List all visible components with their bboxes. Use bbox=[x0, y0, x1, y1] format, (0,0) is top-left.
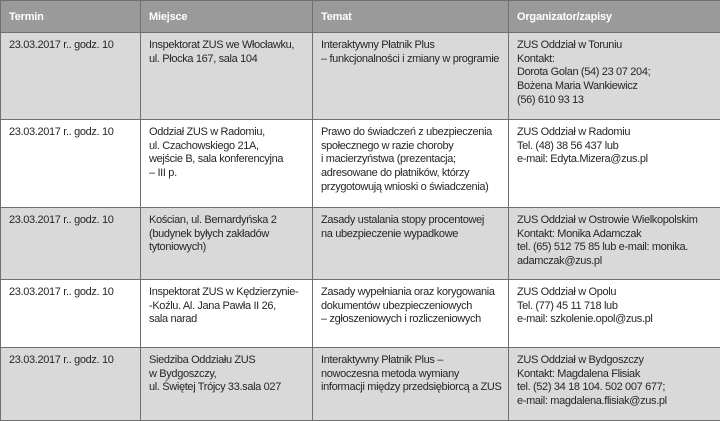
miejsce-line: – III p. bbox=[149, 167, 306, 181]
organizator-line: adamczak@zus.pl bbox=[517, 255, 714, 269]
organizator-line: e-mail: szkolenie.opol@zus.pl bbox=[517, 313, 714, 327]
termin-line: 23.03.2017 r.. godz. 10 bbox=[9, 39, 134, 53]
temat-line: na ubezpieczenie wypadkowe bbox=[321, 228, 502, 242]
miejsce-line: (budynek byłych zakładów bbox=[149, 228, 306, 242]
termin-line: 23.03.2017 r.. godz. 10 bbox=[9, 354, 134, 368]
temat-line: adresowane do płatników, którzy bbox=[321, 167, 502, 181]
organizator-line: tel. (52) 34 18 104. 502 007 677; bbox=[517, 381, 714, 395]
cell-temat bbox=[313, 120, 509, 208]
cell-temat bbox=[313, 208, 509, 280]
temat-line: dokumentów ubezpieczeniowych bbox=[321, 300, 502, 314]
cell-temat bbox=[313, 280, 509, 348]
cell-organizator bbox=[509, 33, 720, 120]
organizator-line: Kontakt: Monika Adamczak bbox=[517, 228, 714, 242]
organizator-line: e-mail: magdalena.flisiak@zus.pl bbox=[517, 395, 714, 409]
organizator-line: Tel. (77) 45 11 718 lub bbox=[517, 300, 714, 314]
organizator-line: ZUS Oddział w Bydgoszczy bbox=[517, 354, 714, 368]
termin-line: 23.03.2017 r.. godz. 10 bbox=[9, 214, 134, 228]
temat-line: nowoczesna metoda wymiany bbox=[321, 368, 502, 382]
miejsce-line: wejście B, sala konferencyjna bbox=[149, 153, 306, 167]
miejsce-line: Kościan, ul. Bernardyńska 2 bbox=[149, 214, 306, 228]
miejsce-line: sala narad bbox=[149, 313, 306, 327]
header-organizator: Organizator/zapisy bbox=[509, 1, 720, 33]
cell-miejsce bbox=[141, 33, 313, 120]
miejsce-line: -Koźlu. Al. Jana Pawła II 26, bbox=[149, 300, 306, 314]
organizator-line: Bożena Maria Wankiewicz bbox=[517, 80, 714, 94]
header-miejsce: Miejsce bbox=[141, 1, 313, 33]
cell-temat bbox=[313, 33, 509, 120]
cell-organizator bbox=[509, 208, 720, 280]
miejsce-line: Siedziba Oddziału ZUS bbox=[149, 354, 306, 368]
temat-line: informacji między przedsiębiorcą a ZUS bbox=[321, 381, 502, 395]
organizator-line: Kontakt: Magdalena Flisiak bbox=[517, 368, 714, 382]
organizator-line: ZUS Oddział w Radomiu bbox=[517, 126, 714, 140]
cell-termin bbox=[1, 120, 141, 208]
header-termin: Termin bbox=[1, 1, 141, 33]
cell-termin bbox=[1, 208, 141, 280]
table-row bbox=[1, 208, 720, 280]
cell-termin bbox=[1, 348, 141, 421]
miejsce-line: ul. Świętej Trójcy 33.sala 027 bbox=[149, 381, 306, 395]
organizator-line: tel. (65) 512 75 85 lub e-mail: monika. bbox=[517, 241, 714, 255]
cell-miejsce bbox=[141, 348, 313, 421]
temat-line: i macierzyństwa (prezentacja; bbox=[321, 153, 502, 167]
table-row bbox=[1, 33, 720, 120]
header-temat: Temat bbox=[313, 1, 509, 33]
cell-miejsce bbox=[141, 120, 313, 208]
temat-line: Zasady wypełniania oraz korygowania bbox=[321, 286, 502, 300]
organizator-line: ZUS Oddział w Opolu bbox=[517, 286, 714, 300]
miejsce-line: ul. Czachowskiego 21A, bbox=[149, 140, 306, 154]
miejsce-line: Inspektorat ZUS w Kędzierzynie- bbox=[149, 286, 306, 300]
temat-line: społecznego w razie choroby bbox=[321, 140, 502, 154]
organizator-line: ZUS Oddział w Toruniu bbox=[517, 39, 714, 53]
miejsce-line: Inspektorat ZUS we Włocławku, bbox=[149, 39, 306, 53]
organizator-line: ZUS Oddział w Ostrowie Wielkopolskim bbox=[517, 214, 714, 228]
temat-line: Interaktywny Płatnik Plus – bbox=[321, 354, 502, 368]
miejsce-line: w Bydgoszczy, bbox=[149, 368, 306, 382]
termin-line: 23.03.2017 r.. godz. 10 bbox=[9, 126, 134, 140]
temat-line: – funkcjonalności i zmiany w programie bbox=[321, 53, 502, 67]
termin-line: 23.03.2017 r.. godz. 10 bbox=[9, 286, 134, 300]
organizator-line: Kontakt: bbox=[517, 53, 714, 67]
temat-line: Prawo do świadczeń z ubezpieczenia bbox=[321, 126, 502, 140]
cell-organizator bbox=[509, 348, 720, 421]
miejsce-line: tytoniowych) bbox=[149, 241, 306, 255]
cell-miejsce bbox=[141, 280, 313, 348]
cell-termin bbox=[1, 33, 141, 120]
miejsce-line: Oddział ZUS w Radomiu, bbox=[149, 126, 306, 140]
organizator-line: Dorota Golan (54) 23 07 204; bbox=[517, 66, 714, 80]
temat-line: Zasady ustalania stopy procentowej bbox=[321, 214, 502, 228]
organizator-line: (56) 610 93 13 bbox=[517, 94, 714, 108]
cell-organizator bbox=[509, 120, 720, 208]
organizator-line: e-mail: Edyta.Mizera@zus.pl bbox=[517, 153, 714, 167]
temat-line: – zgłoszeniowych i rozliczeniowych bbox=[321, 313, 502, 327]
table-row bbox=[1, 280, 720, 348]
organizator-line: Tel. (48) 38 56 437 lub bbox=[517, 140, 714, 154]
table-row bbox=[1, 348, 720, 421]
cell-miejsce bbox=[141, 208, 313, 280]
header-row bbox=[1, 1, 720, 33]
cell-organizator bbox=[509, 280, 720, 348]
cell-termin bbox=[1, 280, 141, 348]
miejsce-line: ul. Płocka 167, sala 104 bbox=[149, 53, 306, 67]
cell-temat bbox=[313, 348, 509, 421]
temat-line: przygotowują wnioski o świadczenia) bbox=[321, 181, 502, 195]
temat-line: Interaktywny Płatnik Plus bbox=[321, 39, 502, 53]
table-row bbox=[1, 120, 720, 208]
